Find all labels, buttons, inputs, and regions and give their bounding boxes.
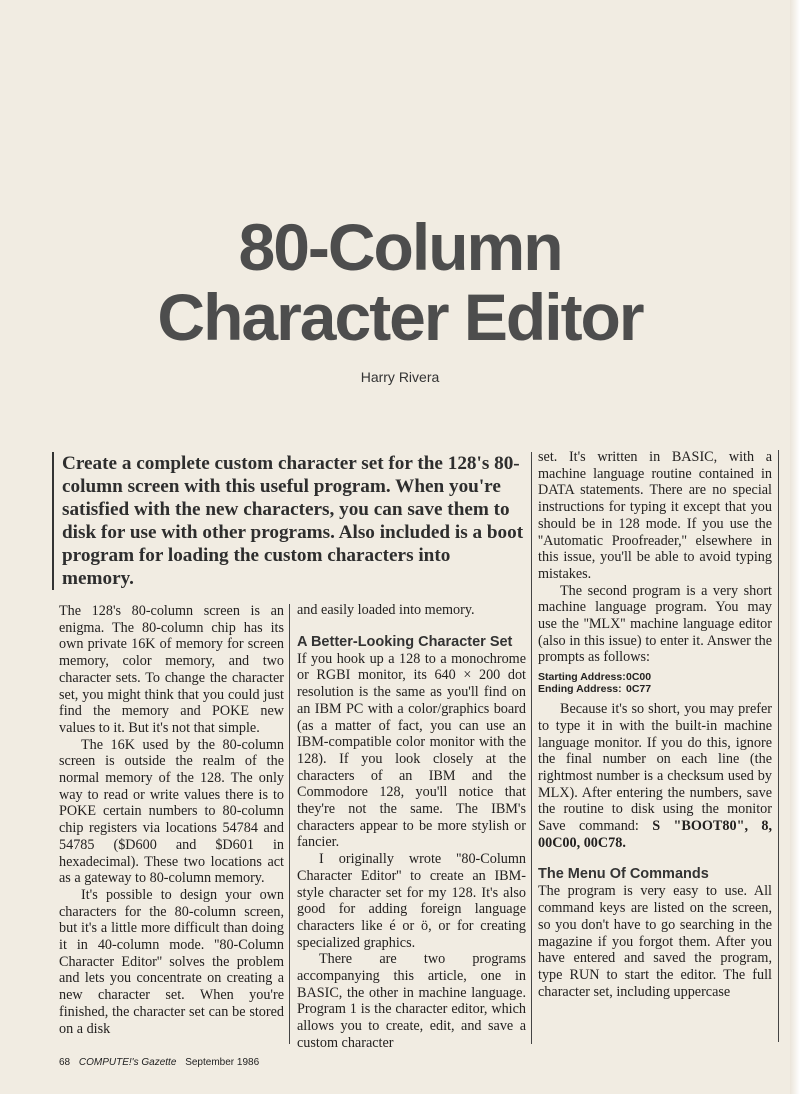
paragraph: and easily loaded into memory. [297,602,475,618]
column-rule-3 [778,450,779,1042]
paragraph-text: Because it's so short, you may prefer to type it in with the built-in machine language monitor. If you do this, ignore the final number on each line (the rightmost number is a checksum used by MLX). After entering the numbers, save the routine to disk using the monitor Save command: [538,701,772,835]
section-heading: The Menu Of Commands [538,866,709,883]
article-deck: Create a complete custom character set for the 128's 80-column screen with this useful program. When you're satisfied with the new characters, you can save them to disk for use with other programs. Also included is a boot program for loading the custom characters into memory. [52,452,524,590]
paragraph: The 128's 80-column screen is an enigma. The 80-column chip has its own private 16K of memory for screen memory, color memory, and two character sets. To change the character set, you might think that you could just find the memory and POKE new values to it. But it's not that simple. [59,603,284,736]
paragraph: The 16K used by the 80-column screen is outside the realm of the normal memory of the 128. The only way to read or write values there is to POKE certain numbers to 80-column chip registers via locations 54784 and 54785 ($D600 and $D601 in hexadecimal). These two locations act as a gateway to 80-column memory. [59,736,284,887]
magazine-name: COMPUTE!'s Gazette [78,1057,177,1068]
page-footer [59,1057,265,1068]
save-command: S "BOOT80", 8, 00C00, 00C78. [538,818,773,851]
ending-address-line [538,683,772,695]
paragraph: set. It's written in BASIC, with a machine language routine contained in DATA statements. There are no special instructions for typing it except that you should be in 128 mode. If you use the ''Automatic Proofreader,'' elsewhere in this issue, you'll be able to avoid typing mistakes. [538,449,772,582]
column-2 [297,602,526,1052]
author-byline: Harry Rivera [360,369,440,385]
column-rule-2 [531,452,532,1044]
page-edge [790,0,800,1094]
ending-address-label: Ending Address: [538,683,622,696]
page-number: 68 [59,1057,71,1068]
title-line-1: 80-Column [238,210,562,284]
starting-address-line [538,671,772,683]
column-3 [538,449,772,1000]
starting-address-value: 0C00 [626,671,652,684]
paragraph: There are two programs accompanying this article, one in BASIC, the other in machine language. Program 1 is the character editor, which allows you to create, edit, and save a custom character [297,951,526,1051]
paragraph: The program is very easy to use. All command keys are listed on the screen, so you don't have to go searching in the magazine if you forgot them. After you have entered and saved the program, type RUN to start the editor. The full character set, including uppercase [538,883,772,1000]
title-line-2: Character Editor [157,280,643,354]
ending-address-value: 0C77 [626,683,652,696]
section-heading: A Better-Looking Character Set [297,633,513,650]
paragraph: If you hook up a 128 to a monochrome or RGBI monitor, its 640 × 200 dot resolution is the same as you'll find on an IBM PC with a color/graphics board (as a matter of fact, you can use an IBM-compatible color monitor with the 128). If you look closely at the characters of an IBM and the Commodore 128, you'll notice that they're not the same. The IBM's characters appear to be more stylish or fancier. [297,650,526,851]
paragraph: The second program is a very short machine language program. You may use the ''MLX'' machine language editor (also in this issue) to enter it. Answer the prompts as follows: [538,582,772,666]
column-1 [59,603,284,1037]
column-rule-1 [289,604,290,1044]
paragraph: I originally wrote ''80-Column Character Editor'' to create an IBM-style character set for my 128. It's also good for adding foreign language characters like é or ö, or for creating specialized graphics. [297,851,526,951]
paragraph [538,701,772,851]
starting-address-label: Starting Address: [538,671,626,684]
article-title [0,212,800,352]
issue-date: September 1986 [185,1057,260,1068]
paragraph: It's possible to design your own characters for the 80-column screen, but it's a little more difficult than doing it in 40-column mode. ''80-Column Character Editor'' solves the problem and lets you concentrate on creating a new character set. When you're finished, the character set can be stored on a disk [59,886,284,1037]
